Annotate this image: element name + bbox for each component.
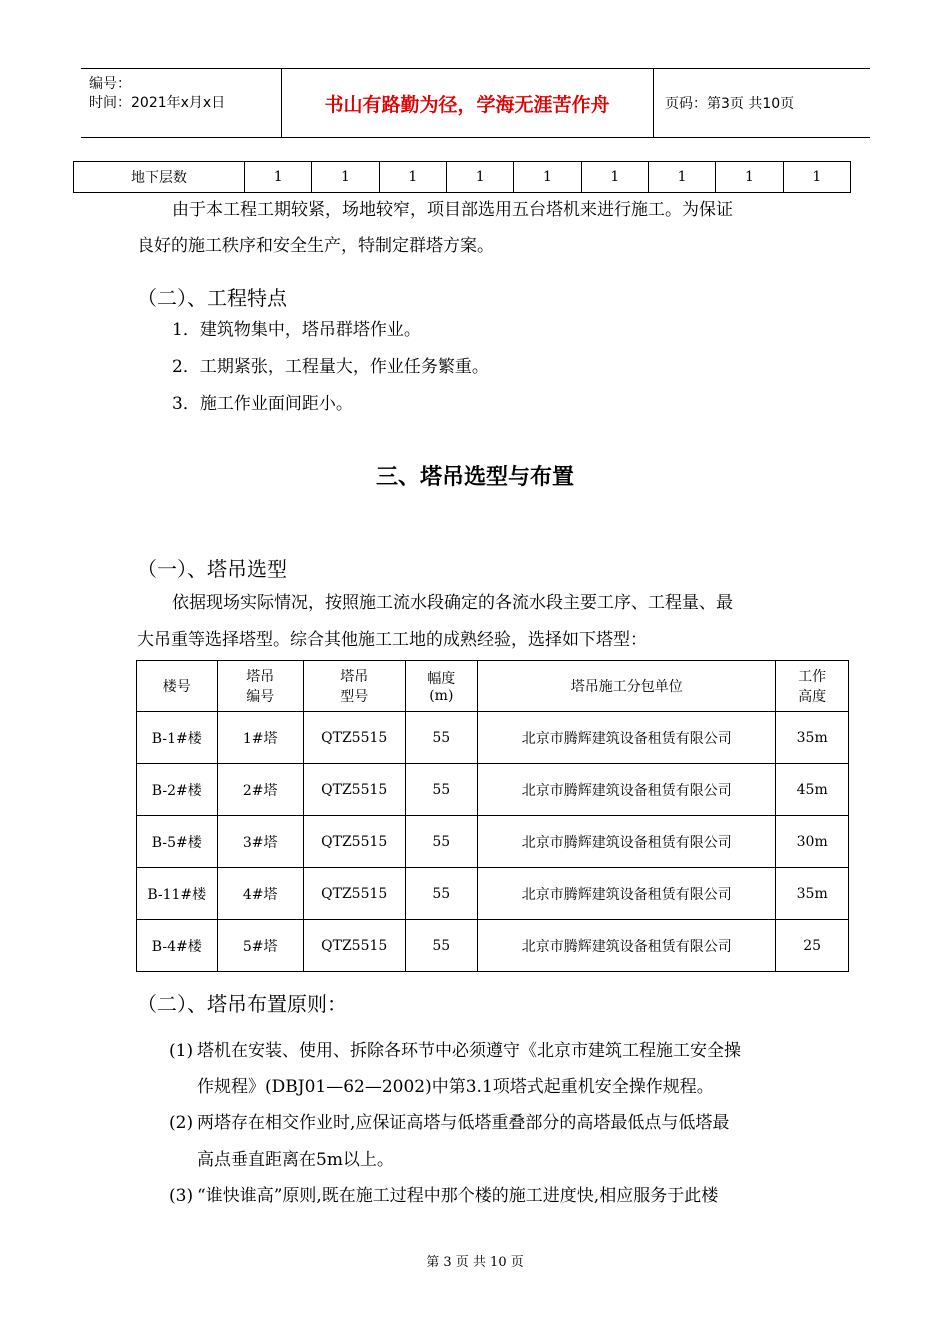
underground-floors-table [73, 161, 851, 193]
selection-heading: （一）、塔吊选型 [137, 557, 287, 581]
underground-value: 1 [379, 162, 446, 193]
col-header-text: 幅度 [427, 671, 456, 687]
feature-item: 2．工期紧张，工程量大，作业任务繁重。 [172, 357, 489, 377]
underground-value: 1 [716, 162, 783, 193]
header-page-cell [653, 69, 870, 137]
col-header-text: 塔吊 [340, 669, 369, 685]
col-header-model [303, 661, 405, 712]
col-header-text: 工作 [798, 669, 827, 685]
page-header [81, 68, 870, 138]
cell-company: 北京市腾辉建筑设备租赁有限公司 [478, 712, 776, 764]
feature-item: 1．建筑物集中，塔吊群塔作业。 [172, 320, 421, 340]
principle-line-1: 两塔存在相交作业时,应保证高塔与低塔重叠部分的高塔最低点与低塔最 [197, 1113, 730, 1133]
table-row [137, 764, 849, 816]
principle-number: (2) [169, 1113, 194, 1133]
cell-building: B-5#楼 [137, 816, 218, 868]
col-header-text: 编号 [246, 689, 275, 705]
cell-height: 35m [776, 868, 849, 920]
section-title: 三、塔吊选型与布置 [375, 465, 574, 490]
underground-label: 地下层数 [74, 162, 245, 193]
cell-company: 北京市腾辉建筑设备租赁有限公司 [478, 764, 776, 816]
underground-value: 1 [648, 162, 715, 193]
cell-crane: 4#塔 [217, 868, 303, 920]
page-footer: 第 3 页 共 10 页 [426, 1255, 524, 1270]
cell-crane: 3#塔 [217, 816, 303, 868]
col-header-text: 高度 [798, 689, 827, 705]
header-page-info: 页码：第3页 共10页 [665, 96, 795, 112]
col-header-building: 楼号 [137, 661, 218, 712]
col-header-range [405, 661, 478, 712]
table-row [137, 712, 849, 764]
principle-line-2: 高点垂直距离在5m以上。 [197, 1150, 394, 1170]
table-header-row [137, 661, 849, 712]
selection-line-2: 大吊重等选择塔型。综合其他施工工地的成熟经验，选择如下塔型： [137, 630, 647, 650]
cell-company: 北京市腾辉建筑设备租赁有限公司 [478, 868, 776, 920]
cell-height: 30m [776, 816, 849, 868]
table-row [137, 816, 849, 868]
col-header-height [776, 661, 849, 712]
header-motto: 书山有路勤为径，学海无涯苦作舟 [324, 93, 610, 116]
cell-building: B-11#楼 [137, 868, 218, 920]
table-row [137, 868, 849, 920]
principles-heading: （二）、塔吊布置原则： [137, 992, 347, 1016]
col-header-text: 型号 [340, 689, 369, 705]
cell-model: QTZ5515 [303, 712, 405, 764]
underground-value: 1 [783, 162, 850, 193]
cell-range: 55 [405, 920, 478, 972]
features-heading: （二）、工程特点 [137, 286, 287, 310]
cell-range: 55 [405, 816, 478, 868]
col-header-company: 塔吊施工分包单位 [478, 661, 776, 712]
cell-crane: 1#塔 [217, 712, 303, 764]
principle-number: (1) [169, 1041, 194, 1061]
cell-company: 北京市腾辉建筑设备租赁有限公司 [478, 816, 776, 868]
cell-crane: 2#塔 [217, 764, 303, 816]
cell-building: B-4#楼 [137, 920, 218, 972]
underground-value: 1 [514, 162, 581, 193]
header-number-label: 编号： [89, 76, 131, 92]
cell-model: QTZ5515 [303, 920, 405, 972]
col-header-text: (m) [429, 688, 454, 704]
principle-line-1: 塔机在安装、使用、拆除各环节中必须遵守《北京市建筑工程施工安全操 [197, 1041, 741, 1061]
cell-model: QTZ5515 [303, 868, 405, 920]
underground-value: 1 [312, 162, 379, 193]
cell-range: 55 [405, 868, 478, 920]
cell-range: 55 [405, 712, 478, 764]
cell-building: B-2#楼 [137, 764, 218, 816]
cell-building: B-1#楼 [137, 712, 218, 764]
cell-range: 55 [405, 764, 478, 816]
cell-company: 北京市腾辉建筑设备租赁有限公司 [478, 920, 776, 972]
cell-height: 45m [776, 764, 849, 816]
underground-value: 1 [245, 162, 312, 193]
principle-line-2: 作规程》(DBJ01—62—2002)中第3.1项塔式起重机安全操作规程。 [197, 1077, 714, 1097]
intro-line-2: 良好的施工秩序和安全生产，特制定群塔方案。 [137, 236, 494, 256]
underground-value: 1 [581, 162, 648, 193]
header-meta [81, 69, 282, 137]
table-row [137, 920, 849, 972]
header-time-label: 时间：2021年x月x日 [89, 95, 226, 111]
cell-model: QTZ5515 [303, 764, 405, 816]
cell-height: 35m [776, 712, 849, 764]
table-row [74, 162, 851, 193]
feature-item: 3．施工作业面间距小。 [172, 394, 353, 414]
intro-line-1: 由于本工程工期较紧，场地较窄，项目部选用五台塔机来进行施工。为保证 [172, 200, 733, 220]
crane-selection-table [136, 660, 849, 972]
selection-line-1: 依据现场实际情况，按照施工流水段确定的各流水段主要工序、工程量、最 [172, 593, 733, 613]
col-header-text: 塔吊 [246, 669, 275, 685]
principle-line-1: “谁快谁高”原则,既在施工过程中那个楼的施工进度快,相应服务于此楼 [197, 1186, 719, 1206]
cell-model: QTZ5515 [303, 816, 405, 868]
header-motto-cell [281, 69, 654, 137]
underground-value: 1 [446, 162, 513, 193]
cell-height: 25 [776, 920, 849, 972]
cell-crane: 5#塔 [217, 920, 303, 972]
principle-number: (3) [169, 1186, 194, 1206]
col-header-crane-no [217, 661, 303, 712]
